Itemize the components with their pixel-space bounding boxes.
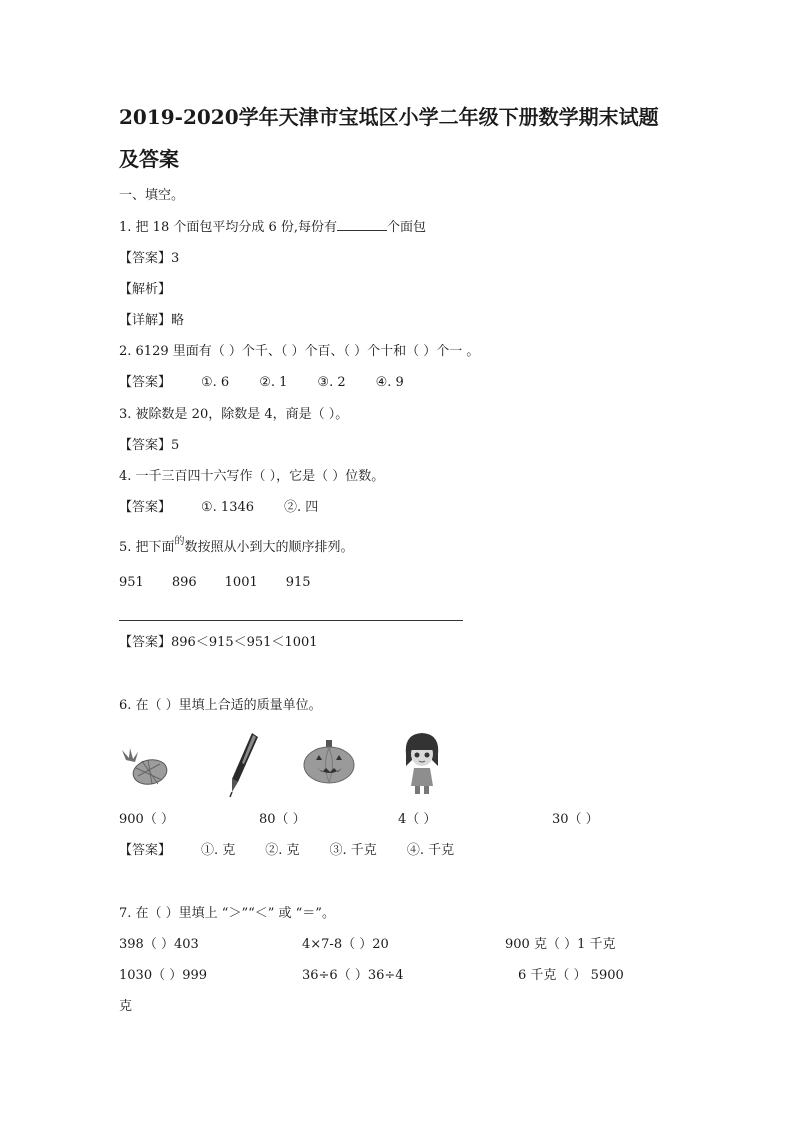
q5-text-pre: 5. 把下面 (119, 540, 175, 555)
title-line-2: 及答案 (119, 147, 179, 171)
q6-answer-1: ①. 克 (201, 843, 236, 858)
q4-answer-1: ①. 1346 (201, 500, 255, 515)
q4-answer-label: 【答案】 (119, 500, 172, 515)
q6-answer-4: ④. 千克 (406, 843, 455, 858)
q5-number-3: 1001 (224, 575, 258, 590)
q1-text-after: 个面包 (387, 220, 427, 235)
q5-numbers (119, 574, 311, 592)
q5-number-4: 915 (285, 575, 311, 590)
q5-text-post: 数按照从小到大的顺序排列。 (184, 540, 354, 555)
pineapple-icon (120, 746, 170, 788)
q5-number-1: 951 (119, 575, 144, 590)
q1-blank (337, 218, 387, 231)
q7-row1-item-3: 900 克（ ）1 千克 (505, 937, 616, 952)
q7-row1-item-1: 398（ ）403 (119, 937, 199, 952)
q2-answer-2: ②. 1 (259, 375, 288, 390)
q5-number-2: 896 (171, 575, 197, 590)
q3-answer: 【答案】5 (119, 438, 180, 453)
section-heading: 一、填空。 (119, 188, 185, 203)
q7-row2-item-1: 1030（ ）999 (119, 968, 208, 983)
q2-answer-3: ③. 2 (317, 375, 346, 390)
q6-item-4: 30（ ） (552, 812, 599, 827)
q4-answer-2: ②. 四 (284, 500, 319, 515)
q6-answer-3: ③. 千克 (329, 843, 377, 858)
q7-row3: 克 (119, 999, 133, 1014)
q2-text: 2. 6129 里面有（ ）个千、（ ）个百、（ ）个十和（ ）个一 。 (119, 344, 480, 359)
q7-row2-item-3: 6 千克（ ） 5900 (518, 968, 624, 983)
pen-icon (222, 730, 262, 800)
title-line-1: 2019-2020学年天津市宝坻区小学二年级下册数学期末试题 (119, 105, 659, 129)
q6-answer (119, 842, 454, 860)
q1-analysis: 【解析】 (119, 282, 172, 297)
q7-text: 7. 在（ ）里填上 “＞”“＜” 或 “＝”。 (119, 906, 335, 921)
q5-text-sup: 的 (174, 536, 185, 547)
q6-item-3: 4（ ） (398, 812, 437, 827)
q4-answer (119, 499, 318, 517)
q7-row2-item-2: 36÷6（ ）36÷4 (302, 968, 404, 983)
q6-answer-2: ②. 克 (265, 843, 300, 858)
q6-answer-label: 【答案】 (119, 843, 172, 858)
q5-answer: 【答案】896＜915＜951＜1001 (119, 635, 318, 650)
q6-text: 6. 在（ ）里填上合适的质量单位。 (119, 698, 322, 713)
girl-icon (402, 730, 442, 796)
pumpkin-icon (302, 738, 356, 784)
q5-answer-line (119, 620, 463, 621)
q1-text-before: 1. 把 18 个面包平均分成 6 份,每份有 (119, 220, 338, 235)
q2-answer (119, 374, 404, 392)
q3-text: 3. 被除数是 20，除数是 4，商是（ ）。 (119, 407, 349, 422)
q2-answer-label: 【答案】 (119, 375, 172, 390)
q4-text: 4. 一千三百四十六写作（ ），它是（ ）位数。 (119, 469, 385, 484)
q6-item-1: 900（ ） (119, 812, 174, 827)
q5-text (119, 536, 354, 558)
q1-text (119, 218, 426, 237)
q2-answer-4: ④. 9 (375, 375, 404, 390)
q7-row1-item-2: 4×7-8（ ）20 (302, 937, 389, 952)
q2-answer-1: ①. 6 (201, 375, 230, 390)
q6-item-2: 80（ ） (259, 812, 306, 827)
q1-detail: 【详解】略 (119, 313, 185, 328)
q1-answer: 【答案】3 (119, 251, 180, 266)
